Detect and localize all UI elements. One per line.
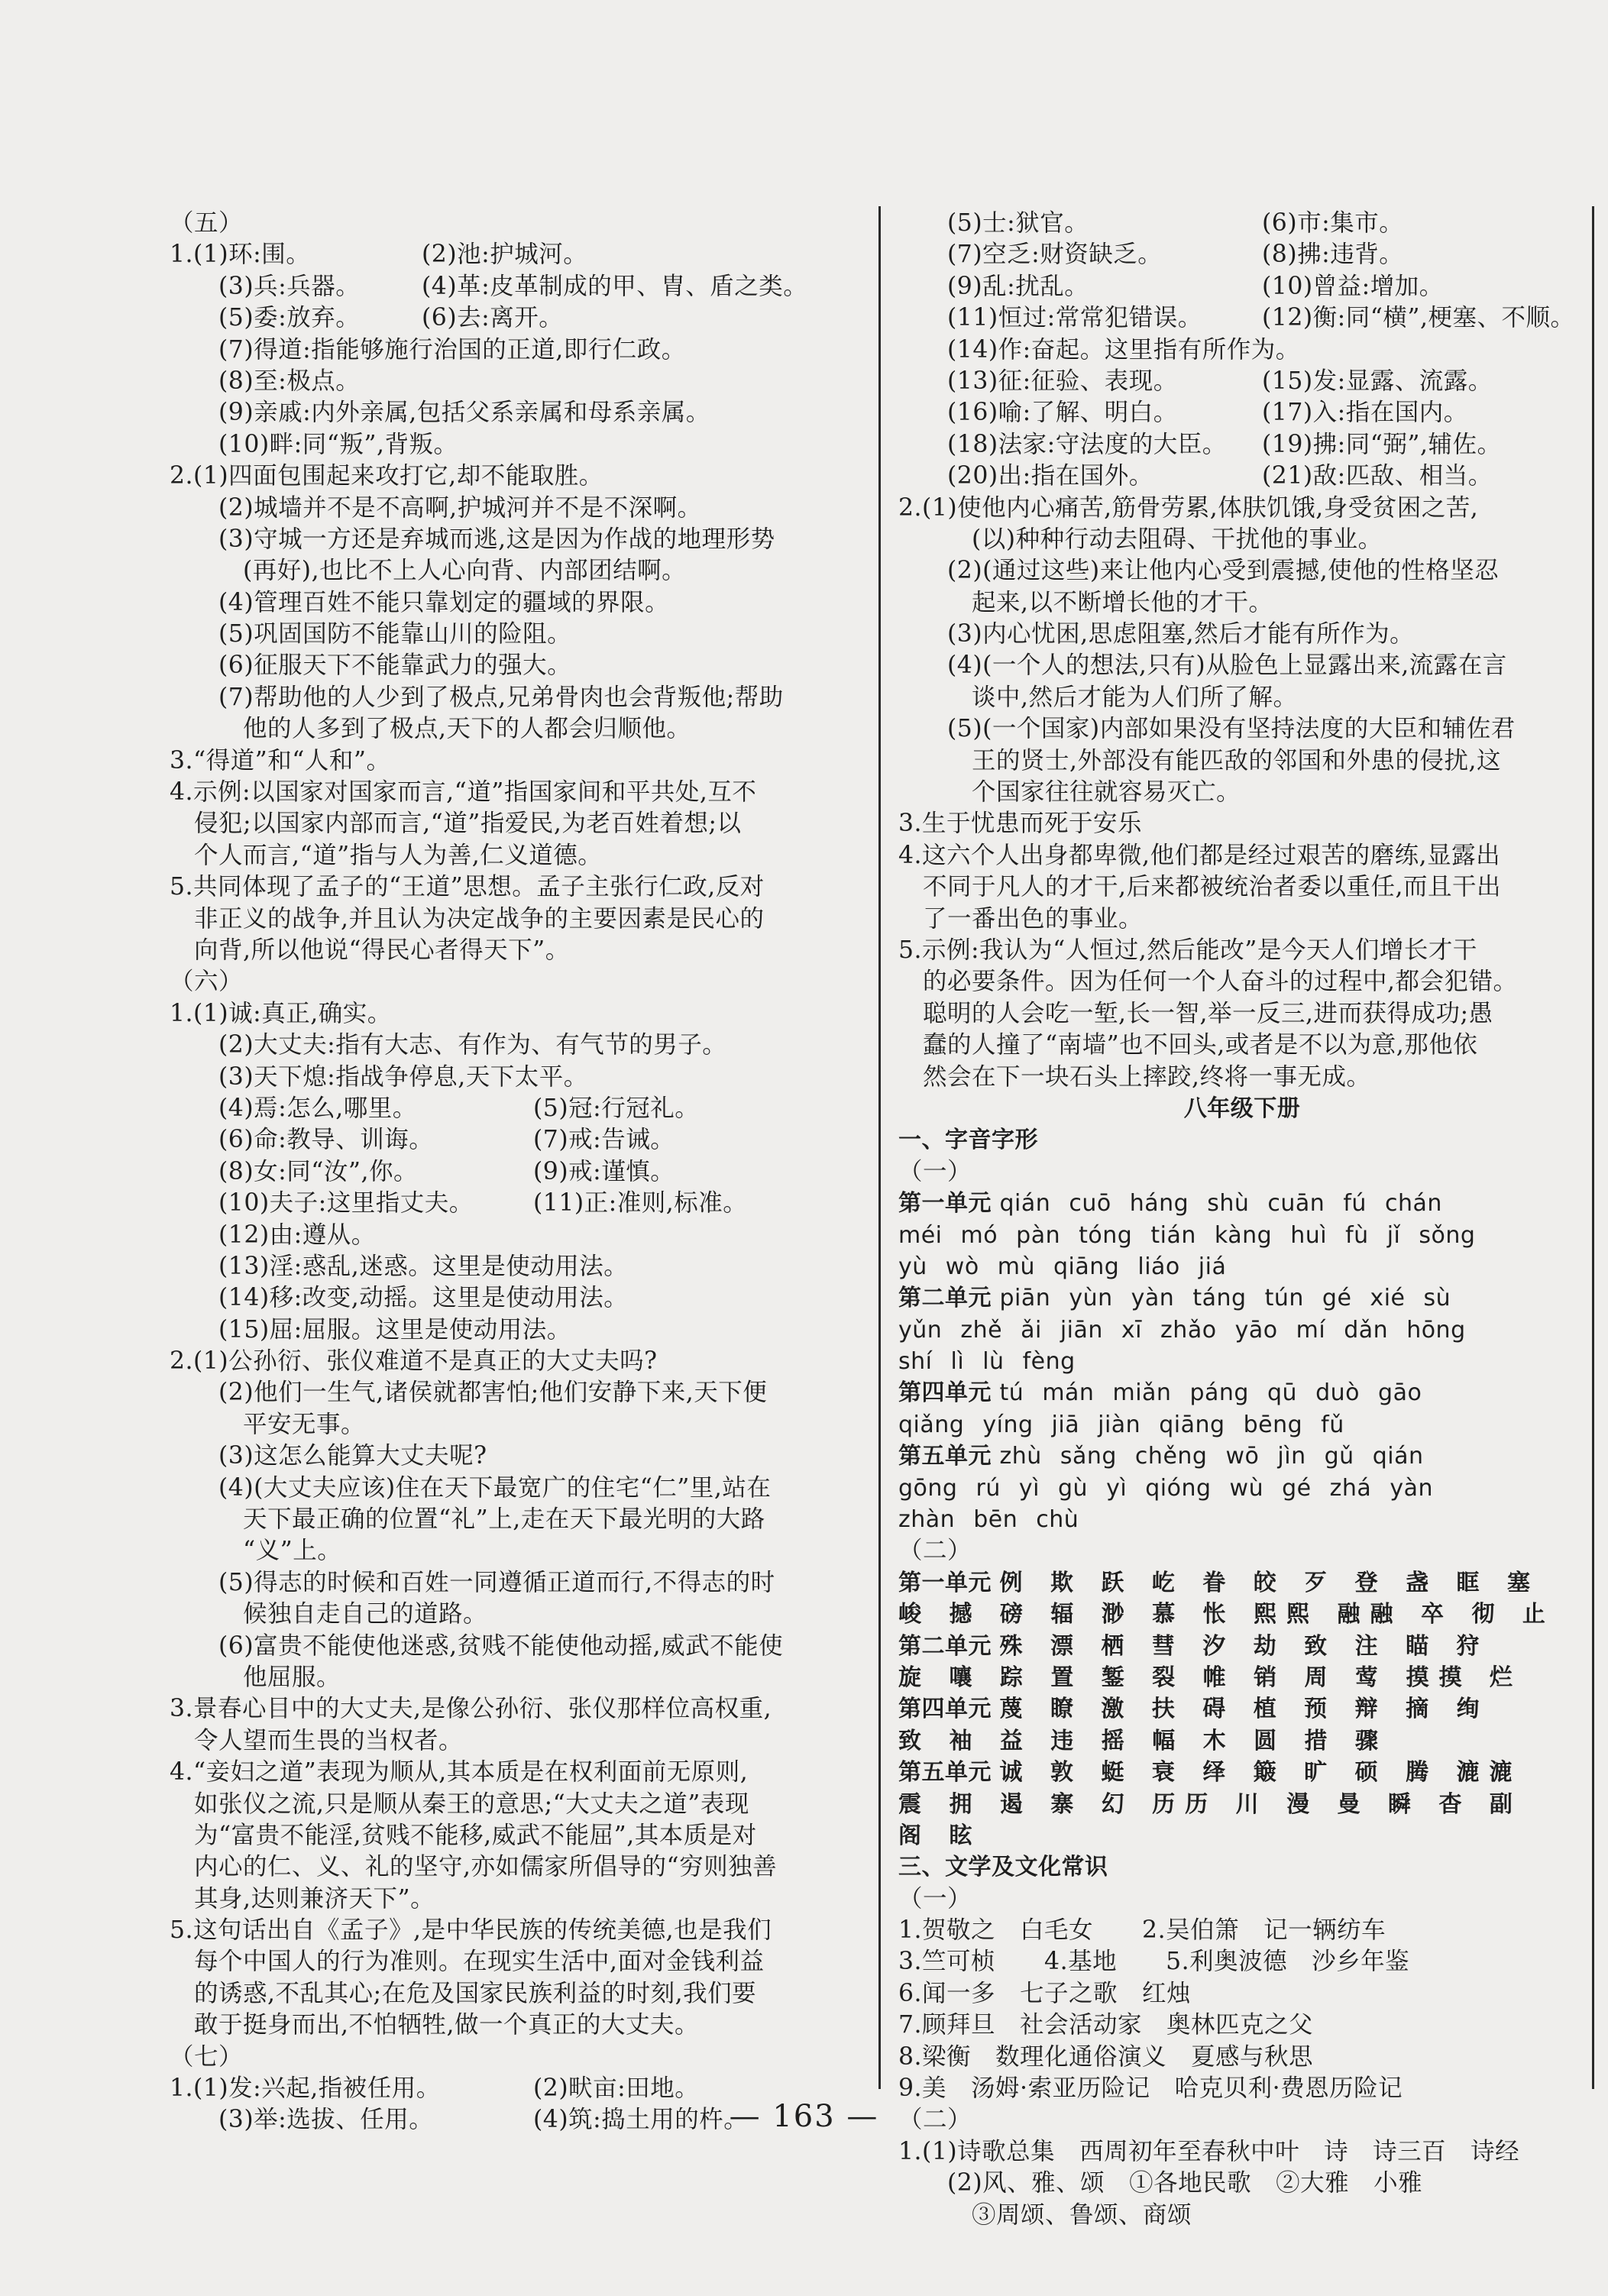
hanzi-line: 阁 眩 [898,1822,982,1849]
answer-text: (5)委:放弃。 [218,304,361,332]
answer-line: ③周颂、鲁颂、商颂 [972,2201,1192,2229]
answer-line: 侵犯;以国家内部而言,“道”指爱民,为老百姓着想;以 [194,810,742,838]
section-title: （五） [170,209,244,237]
answer-line: 非正义的战争,并且认为决定战争的主要因素是民心的 [194,904,765,933]
answer-line: 3.“得道”和“人和”。 [170,746,391,774]
answer-line: 谈中,然后才能为人们所了解。 [972,683,1298,711]
hanzi-line: 殊 漂 栖 彗 汐 劫 致 注 瞄 狩 [999,1632,1490,1660]
unit-label: 第一单元 [898,1569,992,1596]
answer-row [898,397,1586,428]
answer-text: (12)衡:同“横”,梗塞、不顺。 [1262,304,1575,332]
answer-line: (2)大丈夫:指有大志、有作为、有气节的男子。 [218,1031,727,1059]
answer-text: (15)发:显露、流露。 [1262,367,1493,395]
column-divider [878,206,881,2089]
answer-text: (9)乱:扰乱。 [947,272,1089,300]
answer-line: “义”上。 [243,1537,342,1565]
answer-line: (2)风、雅、颂 ①各地民歌 ②大雅 小雅 [947,2169,1423,2197]
pinyin-line: tú mán miǎn páng qū duò gāo [999,1379,1422,1407]
answer-text: (6)市:集市。 [1262,209,1404,237]
answer-line: 个国家往往就容易灭亡。 [972,778,1241,807]
answer-line: 2.(1)使他内心痛苦,筋骨劳累,体肤饥饿,身受贫困之苦, [898,493,1479,522]
section-title: 一、字音字形 [898,1127,1038,1154]
answer-line: (再好),也比不上人心向背、内部团结啊。 [243,557,687,585]
answer-line: (5)(一个国家)内部如果没有坚持法度的大臣和辅佐君 [947,715,1516,743]
part-title: （二） [898,2106,972,2134]
answer-line: 2.(1)公孙衍、张仪难道不是真正的大丈夫吗? [170,1347,658,1376]
answer-line: 向背,所以他说“得民心者得天下”。 [194,936,570,964]
answer-text: (16)喻:了解、明白。 [947,399,1178,427]
answer-text: (11)正:准则,标准。 [533,1189,748,1218]
answer-line: 6.闻一多 七子之歌 红烛 [898,1979,1192,2007]
answer-row [170,1156,872,1188]
answer-line: (以)种种行动去阻碍、干扰他的事业。 [972,525,1383,553]
answer-line: 敢于挺身而出,不怕牺牲,做一个真正的大丈夫。 [194,2011,700,2039]
answer-line: (4)(大丈夫应该)住在天下最宽广的住宅“仁”里,站在 [218,1473,772,1502]
answer-text: (13)征:征验、表现。 [947,367,1178,395]
answer-text: (3)兵:兵器。 [218,272,361,300]
answer-row [170,239,872,270]
hanzi-line: 蔑 瞭 激 扶 碍 植 预 辩 摘 绚 [999,1696,1490,1723]
answer-line: (6)征服天下不能靠武力的强大。 [218,652,572,680]
answer-text: (2)畎亩:田地。 [533,2074,700,2103]
answer-line: 5.这句话出自《孟子》,是中华民族的传统美德,也是我们 [170,1916,772,1945]
answer-line: 令人望而生畏的当权者。 [194,1726,464,1754]
answer-row [898,429,1586,461]
answer-line: (3)天下熄:指战争停息,天下太平。 [218,1062,588,1091]
answer-line: (6)富贵不能使他迷惑,贫贱不能使他动摇,威武不能使 [218,1631,784,1660]
answer-line: (7)帮助他的人少到了极点,兄弟骨肉也会背叛他;帮助 [218,683,784,711]
answer-line: (3)内心忧困,思虑阻塞,然后才能有所作为。 [947,620,1415,648]
answer-line: 候独自走自己的道路。 [243,1600,488,1628]
unit-label: 第二单元 [898,1285,992,1312]
answer-row [898,302,1586,334]
answer-line: 他的人多到了极点,天下的人都会归顺他。 [243,715,691,743]
answer-line: 为“富贵不能淫,贫贱不能移,威武不能屈”,其本质是对 [194,1821,757,1849]
answer-line: 5.示例:我认为“人恒过,然后能改”是今天人们增长才干 [898,936,1477,964]
answer-text: (10)夫子:这里指丈夫。 [218,1189,474,1218]
answer-row [898,461,1586,492]
part-title: （一） [898,1884,972,1913]
unit-label: 第四单元 [898,1379,992,1407]
answer-line: 如张仪之流,只是顺从秦王的意思;“大丈夫之道”表现 [194,1790,749,1818]
hanzi-line: 震 拥 遏 寨 幻 历历 川 漫 曼 瞬 杳 副 [898,1790,1522,1818]
answer-row [898,271,1586,302]
answer-line: 起来,以不断增长他的才干。 [972,588,1273,616]
answer-line: 3.景春心目中的大丈夫,是像公孙衍、张仪那样位高权重, [170,1695,772,1723]
pinyin-line: qián cuō háng shù cuān fú chán [999,1190,1442,1218]
answer-line: 不同于凡人的才干,后来都被统治者委以重任,而且干出 [923,873,1502,901]
section-title: 三、文学及文化常识 [898,1854,1108,1881]
answer-line: 5.共同体现了孟子的“王道”思想。孟子主张行仁政,反对 [170,873,765,901]
answer-text: 1.(1)环:围。 [170,241,311,269]
answer-text: (4)筑:捣土用的杵。 [533,2106,749,2134]
answer-text: (10)曾益:增加。 [1262,272,1444,300]
answer-text: (3)举:选拔、任用。 [218,2106,434,2134]
answer-line: (4)(一个人的想法,只有)从脸色上显露出来,流露在言 [947,652,1507,680]
answer-row [898,239,1586,270]
answer-text: (8)女:同“汝”,你。 [218,1157,418,1185]
answer-line: (9)亲戚:内外亲属,包括父系亲属和母系亲属。 [218,399,710,427]
answer-row [898,366,1586,397]
pinyin-line: méi mó pàn tóng tián kàng huì fù jǐ sǒng [898,1221,1476,1249]
answer-text: (21)敌:匹敌、相当。 [1262,462,1493,490]
answer-line: 的诱惑,不乱其心;在危及国家民族利益的时刻,我们要 [194,1979,757,2007]
answer-line: (3)这怎么能算大丈夫呢? [218,1442,487,1470]
answer-line: (12)由:遵从。 [218,1221,376,1249]
left-column [170,208,872,2136]
pinyin-line: gōng rú yì gù yì qióng wù gé zhá yàn [898,1474,1433,1502]
part-title: （二） [898,1537,972,1565]
answer-line: (4)管理百姓不能只靠划定的疆域的界限。 [218,588,670,616]
grade-heading: 八年级下册 [1183,1095,1301,1122]
answer-text: (18)法家:守法度的大臣。 [947,430,1227,458]
answer-line: 王的贤士,外部没有能匹敌的邻国和外患的侵扰,这 [972,746,1502,774]
answer-line: 1.贺敬之 白毛女 2.吴伯箫 记一辆纺车 [898,1916,1386,1945]
answer-line: 聪明的人会吃一堑,长一智,举一反三,进而获得成功;愚 [923,999,1493,1027]
answer-line: (2)(通过这些)来让他内心受到震撼,使他的性格坚忍 [947,557,1500,585]
answer-line: (7)得道:指能够施行治国的正道,即行仁政。 [218,335,686,364]
answer-line: 个人而言,“道”指与人为善,仁义道德。 [194,841,603,869]
answer-line: 4.“妾妇之道”表现为顺从,其本质是在权利面前无原则, [170,1758,749,1787]
answer-line: 3.生于忧患而死于安乐 [898,810,1143,838]
answer-line: 他屈服。 [243,1663,341,1691]
answer-row [170,1124,872,1156]
answer-line: (13)淫:惑乱,迷惑。这里是使动用法。 [218,1252,629,1280]
answer-line: 1.(1)诗歌总集 西周初年至春秋中叶 诗 诗三百 诗经 [898,2137,1520,2165]
answer-text: (11)恒过:常常犯错误。 [947,304,1202,332]
answer-line: (8)至:极点。 [218,367,361,395]
unit-label: 第二单元 [898,1632,992,1660]
answer-line: (2)他们一生气,诸侯就都害怕;他们安静下来,天下便 [218,1379,768,1407]
answer-row [170,302,872,334]
pinyin-line: yù wò mù qiāng liáo jiá [898,1253,1227,1280]
pinyin-line: yǔn zhě ǎi jiān xī zhǎo yāo mí dǎn hōng [898,1316,1466,1344]
answer-line: (5)巩固国防不能靠山川的险阻。 [218,620,572,648]
right-border [1592,206,1594,2089]
pinyin-line: qiǎng yíng jiā jiàn qiāng bēng fǔ [898,1411,1344,1438]
answer-row [898,208,1586,239]
answer-text: (19)拂:同“弼”,辅佐。 [1262,430,1502,458]
answer-line: (2)城墙并不是不高啊,护城河并不是不深啊。 [218,493,702,522]
answer-line: 然会在下一块石头上摔跤,终将一事无成。 [923,1062,1371,1091]
answer-line: 9.美 汤姆·索亚历险记 哈克贝利·费恩历险记 [898,2074,1403,2103]
pinyin-line: zhàn bēn chù [898,1506,1079,1534]
answer-line: 7.顾拜旦 社会活动家 奥林匹克之父 [898,2011,1314,2039]
hanzi-line: 峻 撼 磅 辐 渺 慕 怅 熙熙 融融 卒 彻 止 [898,1601,1555,1628]
answer-line: (10)畔:同“叛”,背叛。 [218,430,458,458]
answer-text: (6)命:教导、训诲。 [218,1126,434,1154]
answer-text: 1.(1)发:兴起,指被任用。 [170,2074,441,2103]
hanzi-line: 旋 嚷 踪 置 錾 裂 帷 销 周 莺 摸摸 烂 [898,1664,1522,1691]
answer-text: (2)池:护城河。 [422,241,588,269]
answer-line: 3.竺可桢 4.基地 5.利奥波德 沙乡年鉴 [898,1948,1410,1976]
answer-line: (3)守城一方还是弃城而逃,这是因为作战的地理形势 [218,525,775,553]
section-title: （六） [170,968,244,996]
unit-label: 第五单元 [898,1443,992,1470]
answer-line: 蠢的人撞了“南墙”也不回头,或者是不以为意,那他依 [923,1031,1478,1059]
answer-line: 天下最正确的位置“礼”上,走在天下最光明的大路 [243,1505,765,1534]
answer-text: (5)冠:行冠礼。 [533,1094,700,1122]
pinyin-line: shí lì lù fèng [898,1348,1076,1376]
page-number: — 163 — [729,2099,879,2134]
answer-line: 每个中国人的行为准则。在现实生活中,面对金钱利益 [194,1948,765,1976]
answer-text: (8)拂:违背。 [1262,241,1404,269]
unit-label: 第五单元 [898,1759,992,1787]
answer-line: 4.示例:以国家对国家而言,“道”指国家间和平共处,互不 [170,778,757,807]
right-column [898,208,1586,2231]
answer-row [170,1188,872,1219]
answer-line: (15)屈:屈服。这里是使动用法。 [218,1315,571,1344]
answer-text: (20)出:指在国外。 [947,462,1153,490]
answer-line: (14)作:奋起。这里指有所作为。 [947,335,1300,364]
answer-text: (9)戒:谨慎。 [533,1157,675,1185]
part-title: （一） [898,1157,972,1185]
hanzi-line: 致 袖 益 违 摇 幅 木 圆 措 骤 [898,1727,1388,1754]
answer-line: (5)得志的时候和百姓一同遵循正道而行,不得志的时 [218,1568,775,1596]
answer-text: (5)士:狱官。 [947,209,1089,237]
answer-line: 平安无事。 [243,1410,366,1438]
answer-text: (4)焉:怎么,哪里。 [218,1094,417,1122]
answer-line: 其身,达则兼济天下”。 [194,1884,435,1913]
answer-line: 了一番出色的事业。 [923,904,1144,933]
unit-label: 第四单元 [898,1696,992,1723]
answer-row [170,271,872,302]
hanzi-line: 例 欺 跃 屹 眷 皎 歹 登 盏 眶 塞 [999,1569,1540,1596]
answer-line: 8.梁衡 数理化通俗演义 夏感与秋思 [898,2042,1314,2071]
answer-line: 的必要条件。因为任何一个人奋斗的过程中,都会犯错。 [923,968,1518,996]
answer-text: (7)戒:告诫。 [533,1126,675,1154]
hanzi-line: 诚 敦 蜓 衰 绎 簸 旷 硕 腾 漉漉 [999,1759,1522,1787]
pinyin-line: zhù sǎng chěng wō jìn gǔ qián [999,1443,1424,1470]
answer-row [170,1093,872,1124]
answer-line: 4.这六个人出身都卑微,他们都是经过艰苦的磨练,显露出 [898,841,1501,869]
answer-line: 1.(1)诚:真正,确实。 [170,999,392,1027]
answer-line: 2.(1)四面包围起来攻打它,却不能取胜。 [170,462,603,490]
answer-text: (6)去:离开。 [422,304,564,332]
answer-text: (17)入:指在国内。 [1262,399,1468,427]
pinyin-line: piān yùn yàn táng tún gé xié sù [999,1285,1451,1312]
answer-text: (7)空乏:财资缺乏。 [947,241,1163,269]
answer-text: (4)革:皮革制成的甲、胄、盾之类。 [422,272,808,300]
answer-line: 内心的仁、义、礼的坚守,亦如儒家所倡导的“穷则独善 [194,1853,778,1881]
answer-line: (14)移:改变,动摇。这里是使动用法。 [218,1284,629,1312]
section-title: （七） [170,2042,244,2071]
unit-label: 第一单元 [898,1190,992,1218]
